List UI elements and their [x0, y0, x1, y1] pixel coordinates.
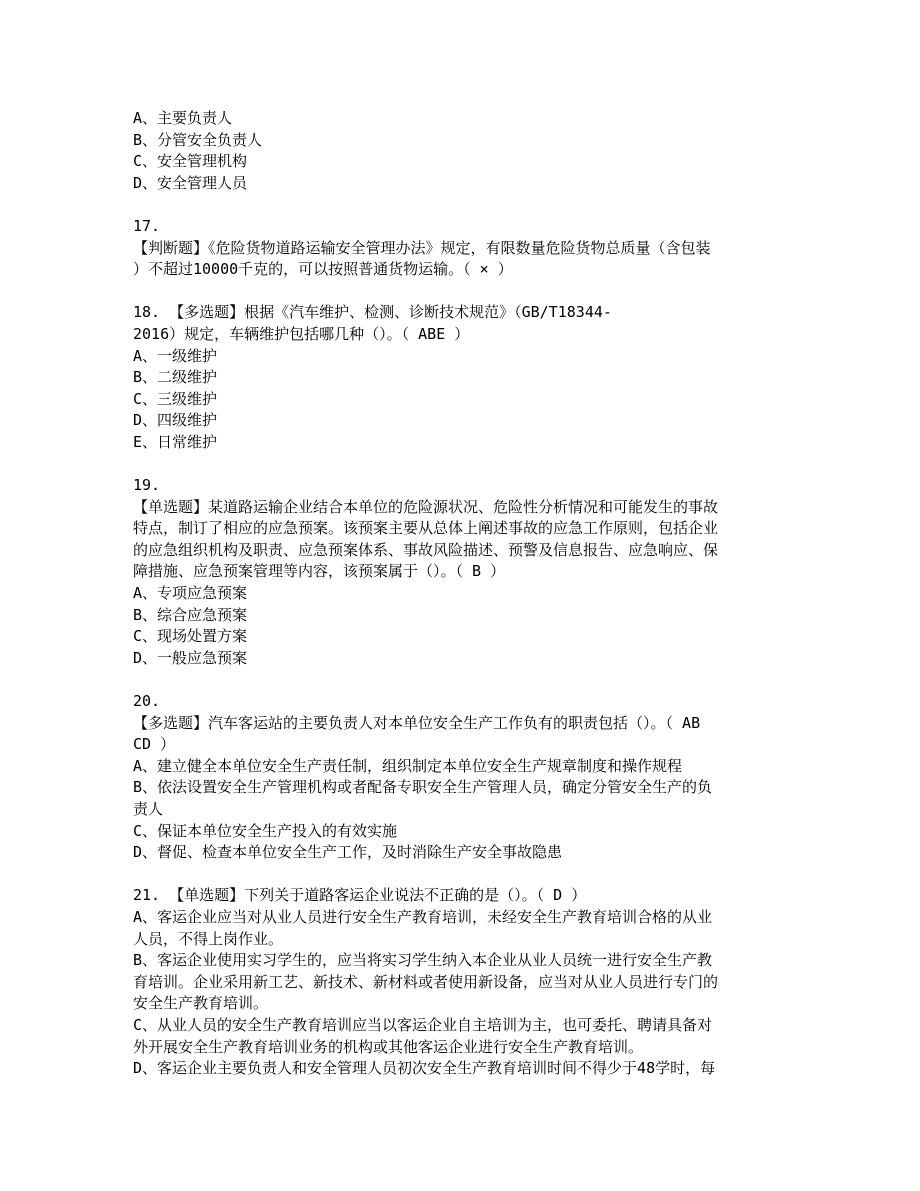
text-line: D、四级维护: [133, 411, 218, 430]
text-line: ）不超过10000千克的，可以按照普通货物运输。（ × ）: [133, 260, 513, 279]
question-block: [133, 691, 793, 864]
text-line: A、客运企业应当对从业人员进行安全生产教育培训，未经安全生产教育培训合格的从业: [133, 907, 713, 926]
text-line: 障措施、应急预案管理等内容，该预案属于（）。（ B ）: [133, 562, 506, 581]
text-line: B、客运企业使用实习学生的，应当将实习学生纳入本企业从业人员统一进行安全生产教: [133, 951, 713, 970]
question-block: [133, 885, 793, 1079]
text-line: D、安全管理人员: [133, 173, 248, 192]
block-gap: [133, 454, 793, 476]
question-block: [133, 108, 793, 194]
block-gap: [133, 281, 793, 303]
text-line: B、依法设置安全生产管理机构或者配备专职安全生产管理人员，确定分管安全生产的负: [133, 778, 713, 797]
text-line: 17.: [133, 216, 161, 235]
text-line: C、从业人员的安全生产教育培训应当以客运企业自主培训为主，也可委托、聘请具备对: [133, 1015, 713, 1034]
text-line: D、客运企业主要负责人和安全管理人员初次安全生产教育培训时间不得少于48学时，每: [133, 1059, 716, 1078]
text-line: 2016）规定，车辆维护包括哪几种（）。（ ABE ）: [133, 324, 470, 343]
text-line: A、主要负责人: [133, 109, 233, 127]
text-line: C、现场处置方案: [133, 627, 248, 646]
block-gap: [133, 669, 793, 691]
text-line: 责人: [133, 800, 164, 818]
text-line: C、三级维护: [133, 389, 218, 408]
text-line: 的应急组织机构及职责、应急预案体系、事故风险描述、预警及信息报告、应急响应、保: [133, 540, 719, 559]
question-block: [133, 216, 793, 281]
text-line: B、分管安全负责人: [133, 130, 263, 149]
text-line: D、一般应急预案: [133, 648, 248, 667]
text-line: 20.: [133, 692, 161, 711]
text-line: 【判断题】《危险货物道路运输安全管理办法》规定，有限数量危险货物总质量（含包装: [133, 238, 711, 257]
text-line: A、专项应急预案: [133, 584, 248, 603]
text-line: 外开展安全生产教育培训业务的机构或其他客运企业进行安全生产教育培训。: [133, 1037, 644, 1056]
text-line: 18. 【多选题】根据《汽车维护、检测、诊断技术规范》（GB/T18344-: [133, 303, 612, 322]
text-line: A、一级维护: [133, 346, 218, 365]
text-line: 19.: [133, 476, 161, 495]
text-line: 人员，不得上岗作业。: [133, 929, 284, 948]
text-line: 【单选题】某道路运输企业结合本单位的危险源状况、危险性分析情况和可能发生的事故: [133, 497, 719, 516]
block-gap: [133, 194, 793, 216]
text-line: 【多选题】汽车客运站的主要负责人对本单位安全生产工作负有的职责包括（）。（ AB: [133, 713, 701, 732]
text-line: 21. 【单选题】下列关于道路客运企业说法不正确的是（）。（ D ）: [133, 886, 587, 905]
text-line: D、督促、检查本单位安全生产工作，及时消除生产安全事故隐患: [133, 843, 563, 862]
question-block: [133, 302, 793, 453]
block-gap: [133, 864, 793, 886]
text-line: C、保证本单位安全生产投入的有效实施: [133, 821, 398, 840]
text-line: 特点，制订了相应的应急预案。该预案主要从总体上阐述事故的应急工作原则，包括企业: [133, 519, 719, 538]
text-line: CD ）: [133, 735, 176, 754]
text-line: 安全生产教育培训。: [133, 994, 269, 1013]
text-line: 育培训。企业采用新工艺、新技术、新材料或者使用新设备，应当对从业人员进行专门的: [133, 972, 719, 991]
text-line: A、建立健全本单位安全生产责任制，组织制定本单位安全生产规章制度和操作规程: [133, 756, 683, 775]
text-line: E、日常维护: [133, 432, 218, 451]
text-line: C、安全管理机构: [133, 152, 248, 171]
text-line: B、二级维护: [133, 368, 218, 387]
document-page: [133, 108, 793, 1080]
question-block: [133, 475, 793, 669]
text-line: B、综合应急预案: [133, 605, 248, 624]
